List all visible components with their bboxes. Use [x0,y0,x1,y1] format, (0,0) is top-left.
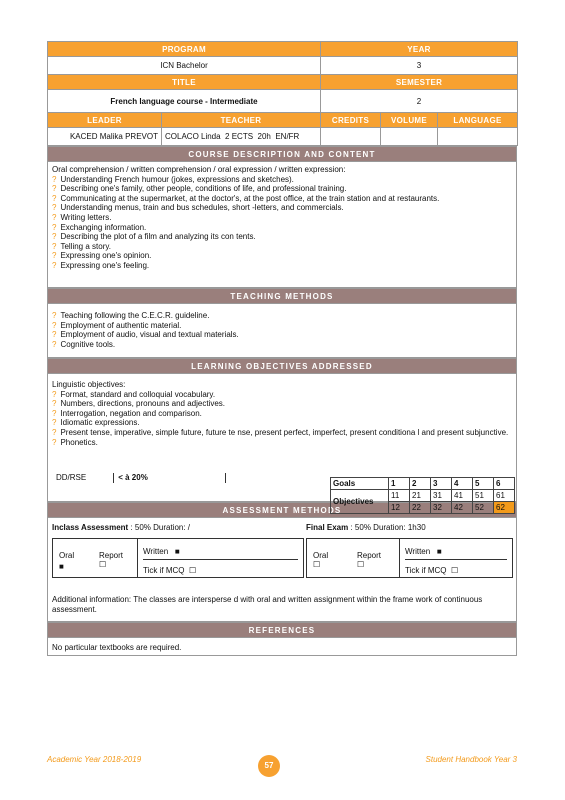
leader-label: LEADER [48,113,162,128]
unchecked-icon: ☐ [357,560,365,569]
unchecked-icon: ☐ [313,560,321,569]
year-value: 3 [321,57,518,75]
final-row [306,523,426,532]
final-box [306,538,513,578]
learning-item: ? Numbers, directions, pronouns and adjectives. [52,399,225,409]
course-item: ? Expressing one's opinion. [52,251,152,261]
final-detail: : 50% Duration: 1h30 [350,523,426,532]
title-label: TITLE [48,75,321,90]
teaching-item: ? Teaching following the C.E.C.R. guideline. [52,311,210,320]
objective-cell: 32 [431,502,452,514]
course-item: ? Expressing one's feeling. [52,260,150,270]
course-item: ? Describing one's family, other people, conditions of life, and professional training. [52,184,347,194]
final-report: Report ☐ [357,551,382,569]
teaching-content [47,304,517,358]
ddrse-row [56,473,236,483]
credits-cell [321,128,381,146]
course-item: ? Understanding menus, train and bus schedules, short -letters, and commercials. [52,203,344,213]
assessment-content [47,518,517,622]
bullet-icon: ? [52,437,57,447]
ddrse-label: DD/RSE [56,473,87,483]
learning-item: ? Phonetics. [52,437,98,447]
objective-cell: 11 [389,490,410,502]
inclass-report: Report ☐ [99,551,124,569]
bullet-icon: ? [52,260,57,270]
year-label: YEAR [321,42,518,57]
course-item: ? Communicating at the supermarket, at the doctor's, at the post office, at the train station and at restaurants. [52,193,440,203]
bullet-icon: ? [52,399,57,409]
learning-item: ? Idiomatic expressions. [52,418,140,428]
course-item: ? Writing letters. [52,212,112,222]
bullet-icon: ? [52,232,57,242]
inclass-mcq: Tick if MCQ ☐ [143,566,197,575]
goal-number: 1 [389,478,410,490]
goals-label: Goals [331,478,389,490]
bullet-icon: ? [52,389,57,399]
learning-item: ? Format, standard and colloquial vocabulary. [52,389,216,399]
teaching-section [47,288,517,304]
bullet-icon: ? [52,212,57,222]
course-sheet [47,41,517,656]
checked-icon: ■ [59,562,64,571]
bullet-icon: ? [52,174,57,184]
header-table [47,41,518,146]
volume-cell [381,128,438,146]
teaching-item: ? Employment of authentic material. [52,320,182,330]
course-section [47,146,517,162]
goal-number: 4 [452,478,473,490]
final-mcq: Tick if MCQ ☐ [405,566,459,575]
checked-icon: ■ [174,547,180,556]
references-heading: REFERENCES [48,623,517,638]
assessment-heading: ASSESSMENT METHODS [48,503,517,518]
inclass-box [52,538,304,578]
references-section [47,622,517,638]
goal-number: 6 [494,478,515,490]
teaching-heading: TEACHING METHODS [48,289,517,304]
course-item: ? Describing the plot of a film and analyzing its con tents. [52,232,256,242]
bullet-icon: ? [52,330,57,340]
credits-label: CREDITS [321,113,381,128]
course-item: ? Understanding French humour (jokes, expressions and sketches). [52,174,294,184]
course-item: ? Exchanging information. [52,222,147,232]
bullet-icon: ? [52,311,57,320]
language-cell [438,128,518,146]
unchecked-icon: ☐ [188,566,197,575]
bullet-icon: ? [52,241,57,251]
unchecked-icon: ☐ [99,560,107,569]
objective-cell: 21 [410,490,431,502]
bullet-icon: ? [52,222,57,232]
objective-cell: 22 [410,502,431,514]
credits-value: 2 ECTS [225,132,254,141]
teaching-item: ? Employment of audio, visual and textual materials. [52,330,239,340]
objective-cell: 41 [452,490,473,502]
objectives-label: Objectives [331,490,389,514]
objective-cell: 42 [452,502,473,514]
objective-cell-highlighted: 62 [494,502,515,514]
footer-right: Student Handbook Year 3 [425,755,517,764]
bullet-icon: ? [52,320,57,330]
additional-info: Additional information: The classes are intersperse d with oral and written assignment within the frame work of continuous assessment. [52,595,483,614]
semester-value: 2 [321,90,518,113]
program-label: PROGRAM [48,42,321,57]
footer-left: Academic Year 2018-2019 [47,755,142,764]
teacher-label: TEACHER [162,113,321,128]
bullet-icon: ? [52,251,57,261]
course-heading: COURSE DESCRIPTION AND CONTENT [48,147,517,162]
volume-value: 20h [257,132,271,141]
teacher-name: COLACO Linda [165,132,221,141]
learning-section [47,358,517,374]
goals-table [330,477,515,514]
language-label: LANGUAGE [438,113,518,128]
objective-cell: 61 [494,490,515,502]
learning-heading: LEARNING OBJECTIVES ADDRESSED [48,359,517,374]
bullet-icon: ? [52,427,57,437]
program-value: ICN Bachelor [48,57,321,75]
bullet-icon: ? [52,184,57,194]
footer [47,755,517,779]
course-item: ? Telling a story. [52,241,111,251]
language-value: EN/FR [275,132,300,141]
teaching-item: ? Cognitive tools. [52,339,116,349]
semester-label: SEMESTER [321,75,518,90]
inclass-detail: : 50% Duration: / [130,523,191,532]
goal-number: 5 [473,478,494,490]
objective-cell: 12 [389,502,410,514]
objective-cell: 52 [473,502,494,514]
bullet-icon: ? [52,408,57,418]
final-label: Final Exam [306,523,349,532]
course-intro: Oral comprehension / written comprehension / oral expression / written expression: [52,165,346,174]
goal-number: 2 [410,478,431,490]
bullet-icon: ? [52,203,57,213]
teacher-value [162,128,321,146]
volume-label: VOLUME [381,113,438,128]
inclass-written: Written ■ [143,547,298,560]
goal-number: 3 [431,478,452,490]
page-number-badge: 57 [258,755,280,777]
learning-intro: Linguistic objectives: [52,380,126,389]
inclass-row [52,523,190,532]
objective-cell: 31 [431,490,452,502]
final-written: Written ■ [405,547,507,560]
ddrse-value: < à 20% [113,473,223,483]
bullet-icon: ? [52,193,57,203]
bullet-icon: ? [52,339,57,349]
course-content [47,162,517,288]
learning-item: ? Interrogation, negation and comparison. [52,408,202,418]
unchecked-icon: ☐ [450,566,459,575]
learning-item: ? Present tense, imperative, simple future, future te nse, present perfect, imperfect, present conditiona l and present subjunctive. [52,427,509,437]
checked-icon: ■ [436,547,442,556]
references-text: No particular textbooks are required. [47,638,517,656]
leader-value: KACED Malika PREVOT [48,128,162,146]
bullet-icon: ? [52,418,57,428]
objective-cell: 51 [473,490,494,502]
inclass-label: Inclass Assessment [52,523,129,532]
title-value: French language course - Intermediate [48,90,321,113]
inclass-oral: Oral ■ [59,551,75,571]
final-oral: Oral ☐ [313,551,329,569]
